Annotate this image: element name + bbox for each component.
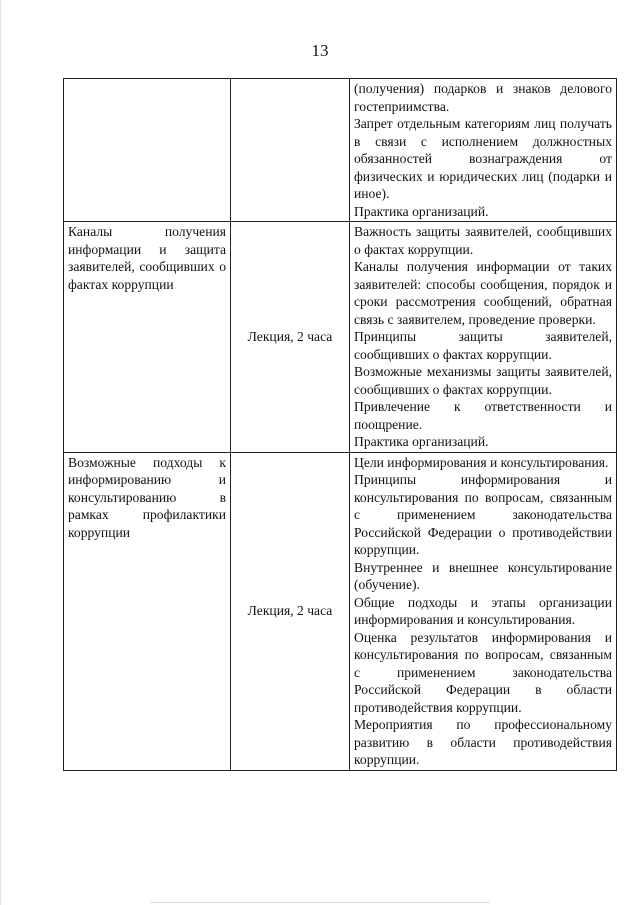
- content-paragraph: Практика организаций.: [354, 203, 489, 219]
- content-paragraph: Принципы информирования и консультирования по вопросам, связанным с применением законодательства Российской Федерации о противодействии коррупции.: [354, 472, 612, 557]
- content-paragraph: Практика организаций.: [354, 434, 489, 449]
- content-paragraph: Общие подходы и этапы организации информирования и консультирования.: [354, 594, 612, 627]
- content-paragraph: Внутреннее и внешнее консультирование (обучение).: [354, 559, 612, 592]
- content-paragraph: Оценка результатов информирования и консультирования по вопросам, связанным с применением законодательства Российской Федерации в области противодействия коррупции.: [354, 629, 612, 715]
- content-paragraph: Мероприятия по профессиональному развитию в области противодействия коррупции.: [354, 717, 612, 767]
- content-paragraph: Принципы защиты заявителей, сообщивших о фактах коррупции.: [354, 329, 612, 362]
- topic-cell: [64, 79, 231, 222]
- content-paragraph: Важность защиты заявителей, сообщивших о фактах коррупции.: [354, 224, 612, 257]
- topic-cell: [64, 222, 231, 453]
- topic-cell: [64, 452, 231, 770]
- table-row: [64, 222, 617, 453]
- content-paragraph: Привлечение к ответственности и поощрение.: [354, 399, 612, 432]
- content-cell: [350, 452, 617, 770]
- form-cell: [231, 79, 350, 222]
- content-paragraph: Каналы получения информации от таких заявителей: способы сообщения, порядок и сроки рассмотрения сообщений, обратная связь с заявителем, проведение проверки.: [354, 259, 612, 327]
- table-row: [64, 452, 617, 770]
- topic-text: Каналы получения информации и защита заявителей, сообщивших о фактах коррупции: [68, 224, 226, 292]
- content-paragraph: Запрет отдельным категориям лиц получать в связи с исполнением должностных обязанностей вознаграждения от физических и юридических лиц (подарки и иное).: [354, 116, 612, 201]
- form-cell: Лекция, 2 часа: [231, 222, 350, 453]
- program-table: [63, 78, 617, 771]
- content-cell: [350, 79, 617, 222]
- table-row: [64, 79, 617, 222]
- content-cell: [350, 222, 617, 453]
- page-number: 13: [311, 41, 329, 60]
- content-paragraph: Возможные механизмы защиты заявителей, сообщивших о фактах коррупции.: [354, 364, 612, 397]
- content-paragraph: Цели информирования и консультирования.: [354, 454, 609, 470]
- content-paragraph: (получения) подарков и знаков делового гостеприимства.: [354, 81, 612, 114]
- scan-edge: [0, 0, 1, 905]
- form-cell: Лекция, 2 часа: [231, 452, 350, 770]
- scan-edge: [150, 902, 490, 903]
- topic-text: Возможные подходы к информированию и консультированию в рамках профилактики коррупции: [68, 454, 226, 540]
